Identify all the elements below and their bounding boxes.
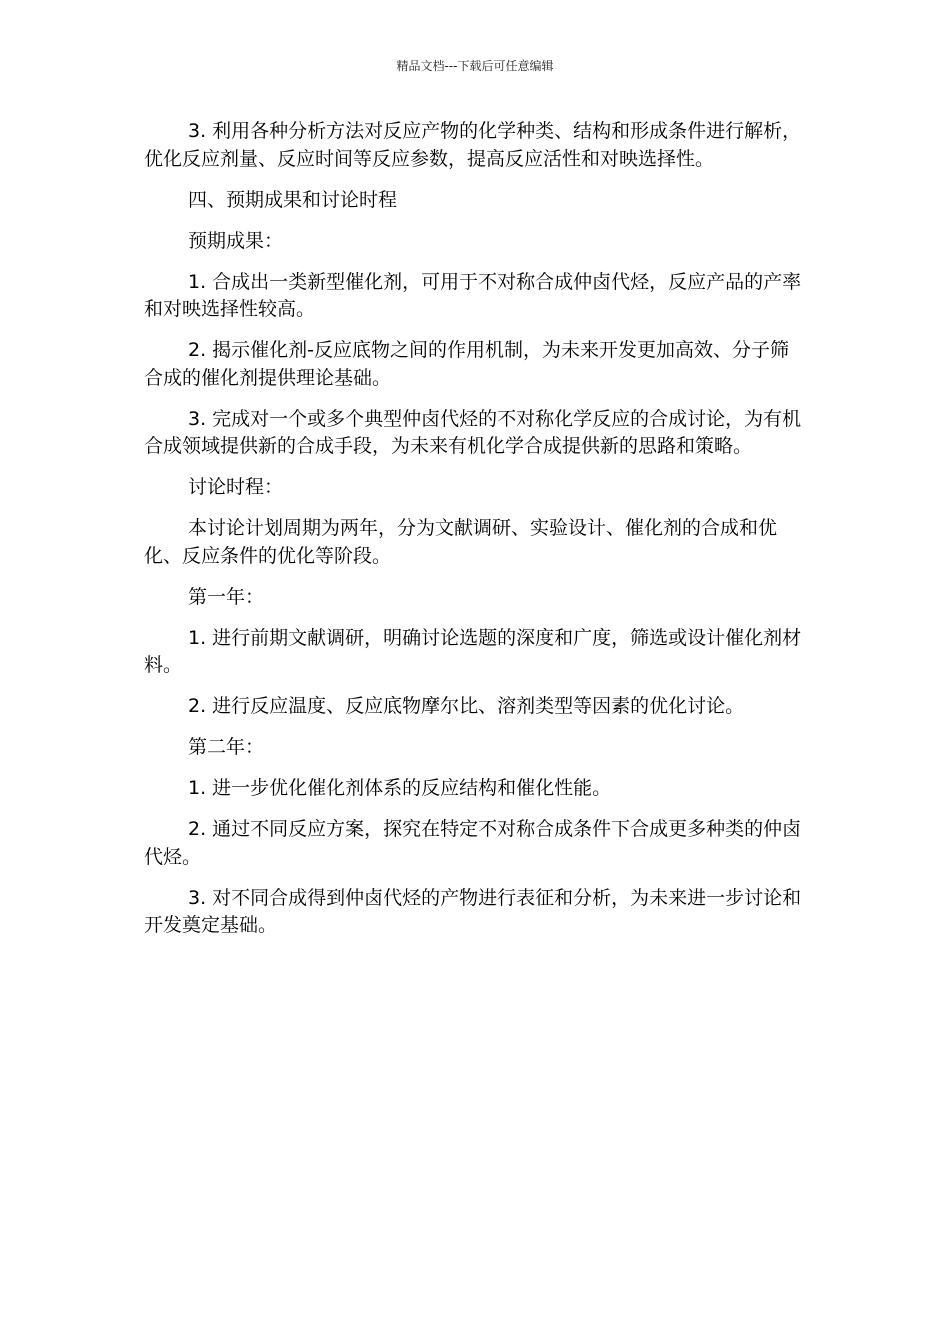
paragraph-outcome-2: 2. 揭示催化剂-反应底物之间的作用机制，为未来开发更加高效、分子筛合成的催化剂提供理论基础。 xyxy=(144,339,790,389)
paragraph-outcome-1: 1. 合成出一类新型催化剂，可用于不对称合成仲卤代烃，反应产品的产率和对映选择性较高。 xyxy=(144,270,802,320)
paragraph-year-two-3: 3. 对不同合成得到仲卤代烃的产物进行表征和分析，为未来进一步讨论和开发奠定基础。 xyxy=(144,886,802,936)
paragraph-method-3: 3. 利用各种分析方法对反应产物的化学种类、结构和形成条件进行解析，优化反应剂量、反应时间等反应参数，提高反应活性和对映选择性。 xyxy=(144,120,802,170)
section-heading-outcomes-timeline: 四、预期成果和讨论时程 xyxy=(188,188,398,211)
paragraph-year-two-2: 2. 通过不同反应方案，探究在特定不对称合成条件下合成更多种类的仲卤代烃。 xyxy=(144,818,802,868)
paragraph-year-one-1: 1. 进行前期文献调研，明确讨论选题的深度和广度，筛选或设计催化剂材料。 xyxy=(144,626,802,676)
page-header: 精品文档---下载后可任意编辑 xyxy=(396,59,554,73)
subheading-year-two: 第二年： xyxy=(188,736,265,758)
subheading-expected-outcomes: 预期成果： xyxy=(188,229,284,252)
paragraph-timeline-intro: 本讨论计划周期为两年，分为文献调研、实验设计、催化剂的合成和优化、反应条件的优化等阶段。 xyxy=(144,517,778,567)
subheading-timeline: 讨论时程： xyxy=(188,476,284,498)
subheading-year-one: 第一年： xyxy=(188,585,265,608)
paragraph-year-one-2: 2. 进行反应温度、反应底物摩尔比、溶剂类型等因素的优化讨论。 xyxy=(188,695,745,717)
paragraph-year-two-1: 1. 进一步优化催化剂体系的反应结构和催化性能。 xyxy=(188,777,612,799)
document-body xyxy=(144,118,806,953)
paragraph-outcome-3: 3. 完成对一个或多个典型仲卤代烃的不对称化学反应的合成讨论，为有机合成领域提供新的合成手段，为未来有机化学合成提供新的思路和策略。 xyxy=(144,407,802,457)
